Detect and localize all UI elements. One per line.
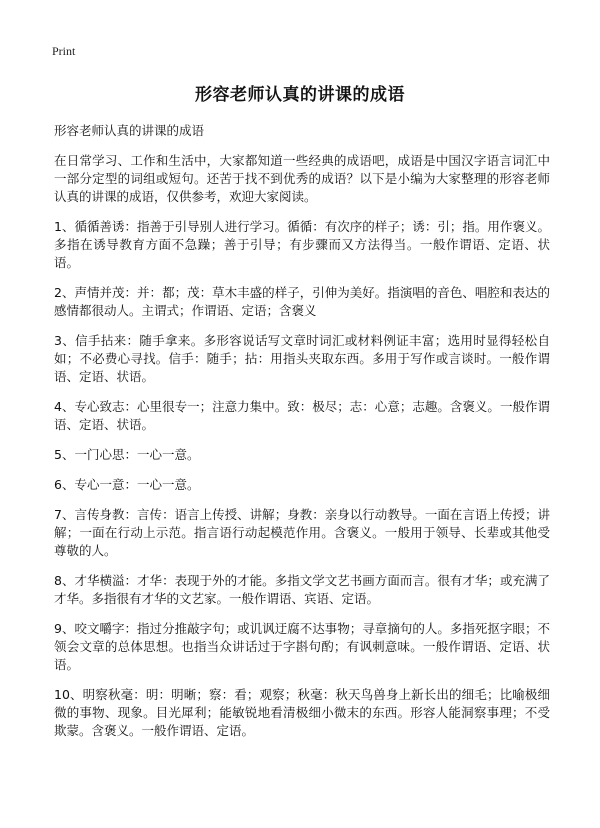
idiom-entry: 9、咬文嚼字：指过分推敲字句；或讥讽迂腐不达事物；寻章摘句的人。多指死抠字眼；不领会文章的总体思想。也指当众讲话过于字斟句酌；有讽刺意味。一般作谓语、定语、状语。 — [54, 621, 550, 672]
idiom-entry: 4、专心致志：心里很专一；注意力集中。致：极尽；志：心意；志趣。含褒义。一般作谓语、定语、状语。 — [54, 399, 550, 432]
idiom-entry: 8、才华横溢：才华：表现于外的才能。多指文学文艺书画方面而言。很有才华；或充满了才华。多指很有才华的文艺家。一般作谓语、宾语、定语。 — [54, 573, 550, 606]
idiom-entry: 7、言传身教：言传：语言上传授、讲解；身教：亲身以行动教导。一面在言语上传授；讲解；一面在行动上示范。指言语行动起模范作用。含褒义。一般用于领导、长辈或其他受尊敬的人。 — [54, 507, 550, 558]
article-subtitle: 形容老师认真的讲课的成语 — [54, 123, 205, 138]
idiom-entry: 10、明察秋毫：明：明晰；察：看；观察；秋毫：秋天鸟兽身上新长出的细毛；比喻极细微的事物、现象。目光犀利；能敏锐地看清极细小微末的东西。形容人能洞察事理；不受欺蒙。含褒义。一般作谓语、定语。 — [54, 687, 550, 738]
idiom-entry: 6、专心一意：一心一意。 — [54, 477, 200, 492]
idiom-entry: 1、循循善诱：指善于引导别人进行学习。循循：有次序的样子；诱：引；指。用作褒义。多指在诱导教育方面不急躁；善于引导；有步骤而又方法得当。一般作谓语、定语、状语。 — [54, 219, 550, 270]
idiom-entry: 3、信手拈来：随手拿来。多形容说话写文章时词汇或材料例证丰富；选用时显得轻松自如；不必费心寻找。信手：随手；拈：用指头夹取东西。多用于写作或言谈时。一般作谓语、定语、状语。 — [54, 333, 550, 384]
idiom-entry: 5、一门心思：一心一意。 — [54, 447, 200, 462]
page-title: 形容老师认真的讲课的成语 — [195, 85, 405, 105]
print-link[interactable]: Print — [52, 44, 76, 58]
idiom-entry: 2、声情并茂：并：都；茂：草木丰盛的样子，引伸为美好。指演唱的音色、唱腔和表达的感情都很动人。主谓式；作谓语、定语；含褒义 — [54, 285, 550, 318]
intro-paragraph: 在日常学习、工作和生活中，大家都知道一些经典的成语吧，成语是中国汉字语言词汇中一部分定型的词组或短句。还苦于找不到优秀的成语？以下是小编为大家整理的形容老师认真的讲课的成语，仅供参考，欢迎大家阅读。 — [54, 153, 550, 204]
article-body — [54, 122, 550, 752]
